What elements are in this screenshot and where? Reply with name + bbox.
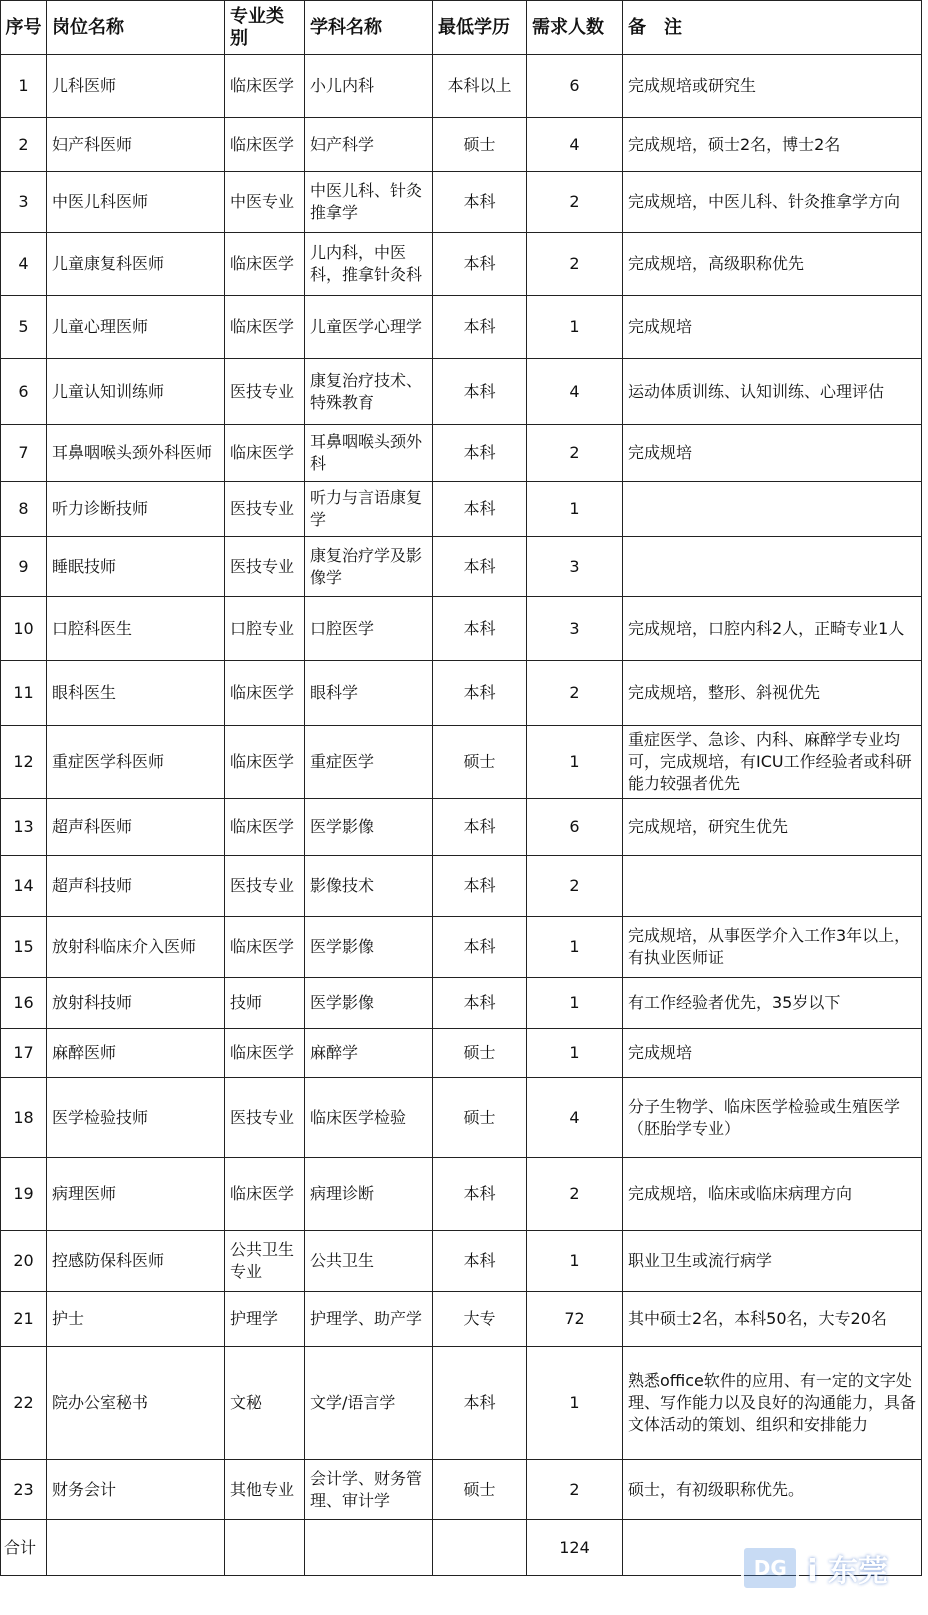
- cell-category: 临床医学: [225, 55, 305, 118]
- cell-notes: 有工作经验者优先，35岁以下: [623, 978, 922, 1029]
- cell-education: 本科: [433, 537, 527, 597]
- header-count: 需求人数: [527, 1, 623, 55]
- cell-education: 本科: [433, 359, 527, 425]
- table-row: [1, 172, 922, 233]
- cell-position: 放射科技师: [47, 978, 225, 1029]
- total-label: 合计: [1, 1520, 47, 1576]
- cell-empty: [433, 1520, 527, 1576]
- table-row: [1, 978, 922, 1029]
- cell-education: 硕士: [433, 118, 527, 172]
- cell-category: 医技专业: [225, 482, 305, 537]
- cell-education: 本科: [433, 172, 527, 233]
- cell-subject: 文学/语言学: [305, 1347, 433, 1460]
- table-row: [1, 233, 922, 296]
- cell-notes: [623, 856, 922, 917]
- cell-position: 财务会计: [47, 1460, 225, 1520]
- cell-count: 1: [527, 482, 623, 537]
- cell-notes: 完成规培: [623, 296, 922, 359]
- cell-education: 本科: [433, 978, 527, 1029]
- cell-seq: 8: [1, 482, 47, 537]
- cell-position: 中医儿科医师: [47, 172, 225, 233]
- cell-notes: 完成规培，口腔内科2人，正畸专业1人: [623, 597, 922, 661]
- cell-notes: 完成规培，高级职称优先: [623, 233, 922, 296]
- cell-subject: 康复治疗学及影像学: [305, 537, 433, 597]
- table-row: [1, 661, 922, 726]
- cell-subject: 儿童医学心理学: [305, 296, 433, 359]
- cell-education: 本科: [433, 856, 527, 917]
- cell-seq: 21: [1, 1292, 47, 1347]
- cell-subject: 听力与言语康复学: [305, 482, 433, 537]
- table-row: [1, 55, 922, 118]
- cell-count: 2: [527, 1158, 623, 1231]
- table-row: [1, 1292, 922, 1347]
- table-header-row: [1, 1, 922, 55]
- cell-category: 临床医学: [225, 1029, 305, 1078]
- total-count: 124: [527, 1520, 623, 1576]
- cell-notes: 完成规培或研究生: [623, 55, 922, 118]
- cell-notes: 其中硕士2名，本科50名，大专20名: [623, 1292, 922, 1347]
- cell-subject: 口腔医学: [305, 597, 433, 661]
- cell-seq: 22: [1, 1347, 47, 1460]
- cell-count: 1: [527, 296, 623, 359]
- cell-notes: 完成规培: [623, 1029, 922, 1078]
- cell-category: 其他专业: [225, 1460, 305, 1520]
- cell-notes: 熟悉office软件的应用、有一定的文字处理、写作能力以及良好的沟通能力，具备文体活动的策划、组织和安排能力: [623, 1347, 922, 1460]
- cell-position: 儿童康复科医师: [47, 233, 225, 296]
- cell-position: 儿科医师: [47, 55, 225, 118]
- cell-seq: 17: [1, 1029, 47, 1078]
- cell-category: 临床医学: [225, 1158, 305, 1231]
- cell-education: 硕士: [433, 1078, 527, 1158]
- cell-count: 2: [527, 856, 623, 917]
- cell-category: 医技专业: [225, 856, 305, 917]
- cell-category: 口腔专业: [225, 597, 305, 661]
- cell-education: 本科: [433, 1347, 527, 1460]
- cell-seq: 4: [1, 233, 47, 296]
- table-row: [1, 296, 922, 359]
- cell-count: 2: [527, 1460, 623, 1520]
- cell-seq: 1: [1, 55, 47, 118]
- cell-count: 4: [527, 359, 623, 425]
- cell-notes: 重症医学、急诊、内科、麻醉学专业均可，完成规培，有ICU工作经验者或科研能力较强者优先: [623, 726, 922, 799]
- cell-position: 耳鼻咽喉头颈外科医师: [47, 425, 225, 482]
- table-row: [1, 359, 922, 425]
- table-row: [1, 726, 922, 799]
- cell-count: 4: [527, 1078, 623, 1158]
- cell-count: 6: [527, 799, 623, 856]
- cell-notes: 运动体质训练、认知训练、心理评估: [623, 359, 922, 425]
- cell-notes: 分子生物学、临床医学检验或生殖医学（胚胎学专业）: [623, 1078, 922, 1158]
- cell-category: 医技专业: [225, 359, 305, 425]
- cell-notes: 完成规培，硕士2名，博士2名: [623, 118, 922, 172]
- cell-education: 本科: [433, 1158, 527, 1231]
- cell-seq: 10: [1, 597, 47, 661]
- cell-education: 硕士: [433, 1029, 527, 1078]
- table-row: [1, 1231, 922, 1292]
- cell-category: 临床医学: [225, 726, 305, 799]
- cell-seq: 11: [1, 661, 47, 726]
- cell-category: 公共卫生专业: [225, 1231, 305, 1292]
- cell-category: 临床医学: [225, 917, 305, 978]
- table-row: [1, 597, 922, 661]
- cell-count: 1: [527, 1231, 623, 1292]
- cell-seq: 5: [1, 296, 47, 359]
- cell-position: 听力诊断技师: [47, 482, 225, 537]
- cell-position: 麻醉医师: [47, 1029, 225, 1078]
- cell-subject: 重症医学: [305, 726, 433, 799]
- table-row: [1, 482, 922, 537]
- table-row: [1, 1347, 922, 1460]
- cell-category: 临床医学: [225, 296, 305, 359]
- cell-notes: 职业卫生或流行病学: [623, 1231, 922, 1292]
- cell-seq: 23: [1, 1460, 47, 1520]
- cell-subject: 医学影像: [305, 917, 433, 978]
- cell-position: 病理医师: [47, 1158, 225, 1231]
- cell-count: 1: [527, 726, 623, 799]
- cell-position: 超声科医师: [47, 799, 225, 856]
- cell-position: 院办公室秘书: [47, 1347, 225, 1460]
- header-category: 专业类别: [225, 1, 305, 55]
- cell-count: 1: [527, 978, 623, 1029]
- cell-seq: 3: [1, 172, 47, 233]
- cell-category: 临床医学: [225, 661, 305, 726]
- cell-count: 1: [527, 1347, 623, 1460]
- cell-subject: 中医儿科、针灸推拿学: [305, 172, 433, 233]
- cell-count: 2: [527, 661, 623, 726]
- cell-subject: 护理学、助产学: [305, 1292, 433, 1347]
- cell-count: 72: [527, 1292, 623, 1347]
- cell-subject: 康复治疗技术、特殊教育: [305, 359, 433, 425]
- cell-seq: 15: [1, 917, 47, 978]
- header-education: 最低学历: [433, 1, 527, 55]
- header-subject: 学科名称: [305, 1, 433, 55]
- table-row: [1, 799, 922, 856]
- table-row: [1, 856, 922, 917]
- cell-seq: 6: [1, 359, 47, 425]
- cell-subject: 病理诊断: [305, 1158, 433, 1231]
- cell-education: 本科: [433, 597, 527, 661]
- table-row: [1, 537, 922, 597]
- cell-education: 本科: [433, 425, 527, 482]
- cell-seq: 16: [1, 978, 47, 1029]
- table-row: [1, 118, 922, 172]
- cell-seq: 7: [1, 425, 47, 482]
- cell-seq: 2: [1, 118, 47, 172]
- cell-subject: 公共卫生: [305, 1231, 433, 1292]
- cell-education: 本科以上: [433, 55, 527, 118]
- cell-education: 本科: [433, 233, 527, 296]
- cell-subject: 眼科学: [305, 661, 433, 726]
- cell-subject: 妇产科学: [305, 118, 433, 172]
- cell-seq: 12: [1, 726, 47, 799]
- cell-notes: 完成规培，从事医学介入工作3年以上，有执业医师证: [623, 917, 922, 978]
- cell-education: 硕士: [433, 1460, 527, 1520]
- watermark-text: i 东莞: [807, 1554, 888, 1589]
- cell-subject: 耳鼻咽喉头颈外科: [305, 425, 433, 482]
- cell-notes: 完成规培，中医儿科、针灸推拿学方向: [623, 172, 922, 233]
- cell-subject: 医学影像: [305, 799, 433, 856]
- table-row: [1, 917, 922, 978]
- cell-seq: 19: [1, 1158, 47, 1231]
- table-row: [1, 1078, 922, 1158]
- cell-position: 儿童心理医师: [47, 296, 225, 359]
- table-row: [1, 425, 922, 482]
- cell-count: 6: [527, 55, 623, 118]
- cell-seq: 14: [1, 856, 47, 917]
- table-row: [1, 1460, 922, 1520]
- cell-position: 妇产科医师: [47, 118, 225, 172]
- cell-subject: 医学影像: [305, 978, 433, 1029]
- cell-position: 控感防保科医师: [47, 1231, 225, 1292]
- cell-count: 1: [527, 917, 623, 978]
- cell-category: 医技专业: [225, 537, 305, 597]
- cell-category: 医技专业: [225, 1078, 305, 1158]
- watermark-logo: [741, 1545, 888, 1591]
- header-notes: 备 注: [623, 1, 922, 55]
- cell-category: 临床医学: [225, 233, 305, 296]
- cell-category: 中医专业: [225, 172, 305, 233]
- cell-education: 本科: [433, 661, 527, 726]
- cell-notes: 完成规培: [623, 425, 922, 482]
- cell-subject: 会计学、财务管理、审计学: [305, 1460, 433, 1520]
- cell-empty: [47, 1520, 225, 1576]
- cell-subject: 小儿内科: [305, 55, 433, 118]
- cell-subject: 麻醉学: [305, 1029, 433, 1078]
- cell-count: 2: [527, 172, 623, 233]
- cell-position: 睡眠技师: [47, 537, 225, 597]
- cell-notes: [623, 482, 922, 537]
- cell-position: 口腔科医生: [47, 597, 225, 661]
- cell-count: 2: [527, 425, 623, 482]
- cell-position: 重症医学科医师: [47, 726, 225, 799]
- cell-empty: [305, 1520, 433, 1576]
- cell-count: 2: [527, 233, 623, 296]
- cell-subject: 临床医学检验: [305, 1078, 433, 1158]
- cell-education: 本科: [433, 917, 527, 978]
- cell-subject: 儿内科，中医科，推拿针灸科: [305, 233, 433, 296]
- cell-position: 医学检验技师: [47, 1078, 225, 1158]
- cell-seq: 20: [1, 1231, 47, 1292]
- cell-notes: 硕士，有初级职称优先。: [623, 1460, 922, 1520]
- cell-count: 4: [527, 118, 623, 172]
- cell-education: 硕士: [433, 726, 527, 799]
- cell-notes: 完成规培，临床或临床病理方向: [623, 1158, 922, 1231]
- cell-education: 本科: [433, 799, 527, 856]
- cell-position: 超声科技师: [47, 856, 225, 917]
- cell-position: 放射科临床介入医师: [47, 917, 225, 978]
- header-seq: 序号: [1, 1, 47, 55]
- cell-seq: 13: [1, 799, 47, 856]
- header-position: 岗位名称: [47, 1, 225, 55]
- table-row: [1, 1029, 922, 1078]
- cell-seq: 9: [1, 537, 47, 597]
- cell-education: 本科: [433, 296, 527, 359]
- cell-seq: 18: [1, 1078, 47, 1158]
- cell-empty: [225, 1520, 305, 1576]
- cell-position: 儿童认知训练师: [47, 359, 225, 425]
- cell-count: 3: [527, 597, 623, 661]
- cell-count: 3: [527, 537, 623, 597]
- cell-position: 眼科医生: [47, 661, 225, 726]
- cell-count: 1: [527, 1029, 623, 1078]
- cell-category: 护理学: [225, 1292, 305, 1347]
- cell-category: 临床医学: [225, 425, 305, 482]
- cell-notes: 完成规培，整形、斜视优先: [623, 661, 922, 726]
- table-row: [1, 1158, 922, 1231]
- cell-subject: 影像技术: [305, 856, 433, 917]
- cell-position: 护士: [47, 1292, 225, 1347]
- cell-category: 文秘: [225, 1347, 305, 1460]
- dg-logo-icon: DG: [741, 1545, 799, 1591]
- cell-education: 本科: [433, 482, 527, 537]
- cell-notes: 完成规培，研究生优先: [623, 799, 922, 856]
- cell-category: 临床医学: [225, 118, 305, 172]
- cell-education: 大专: [433, 1292, 527, 1347]
- cell-category: 临床医学: [225, 799, 305, 856]
- cell-education: 本科: [433, 1231, 527, 1292]
- cell-category: 技师: [225, 978, 305, 1029]
- cell-notes: [623, 537, 922, 597]
